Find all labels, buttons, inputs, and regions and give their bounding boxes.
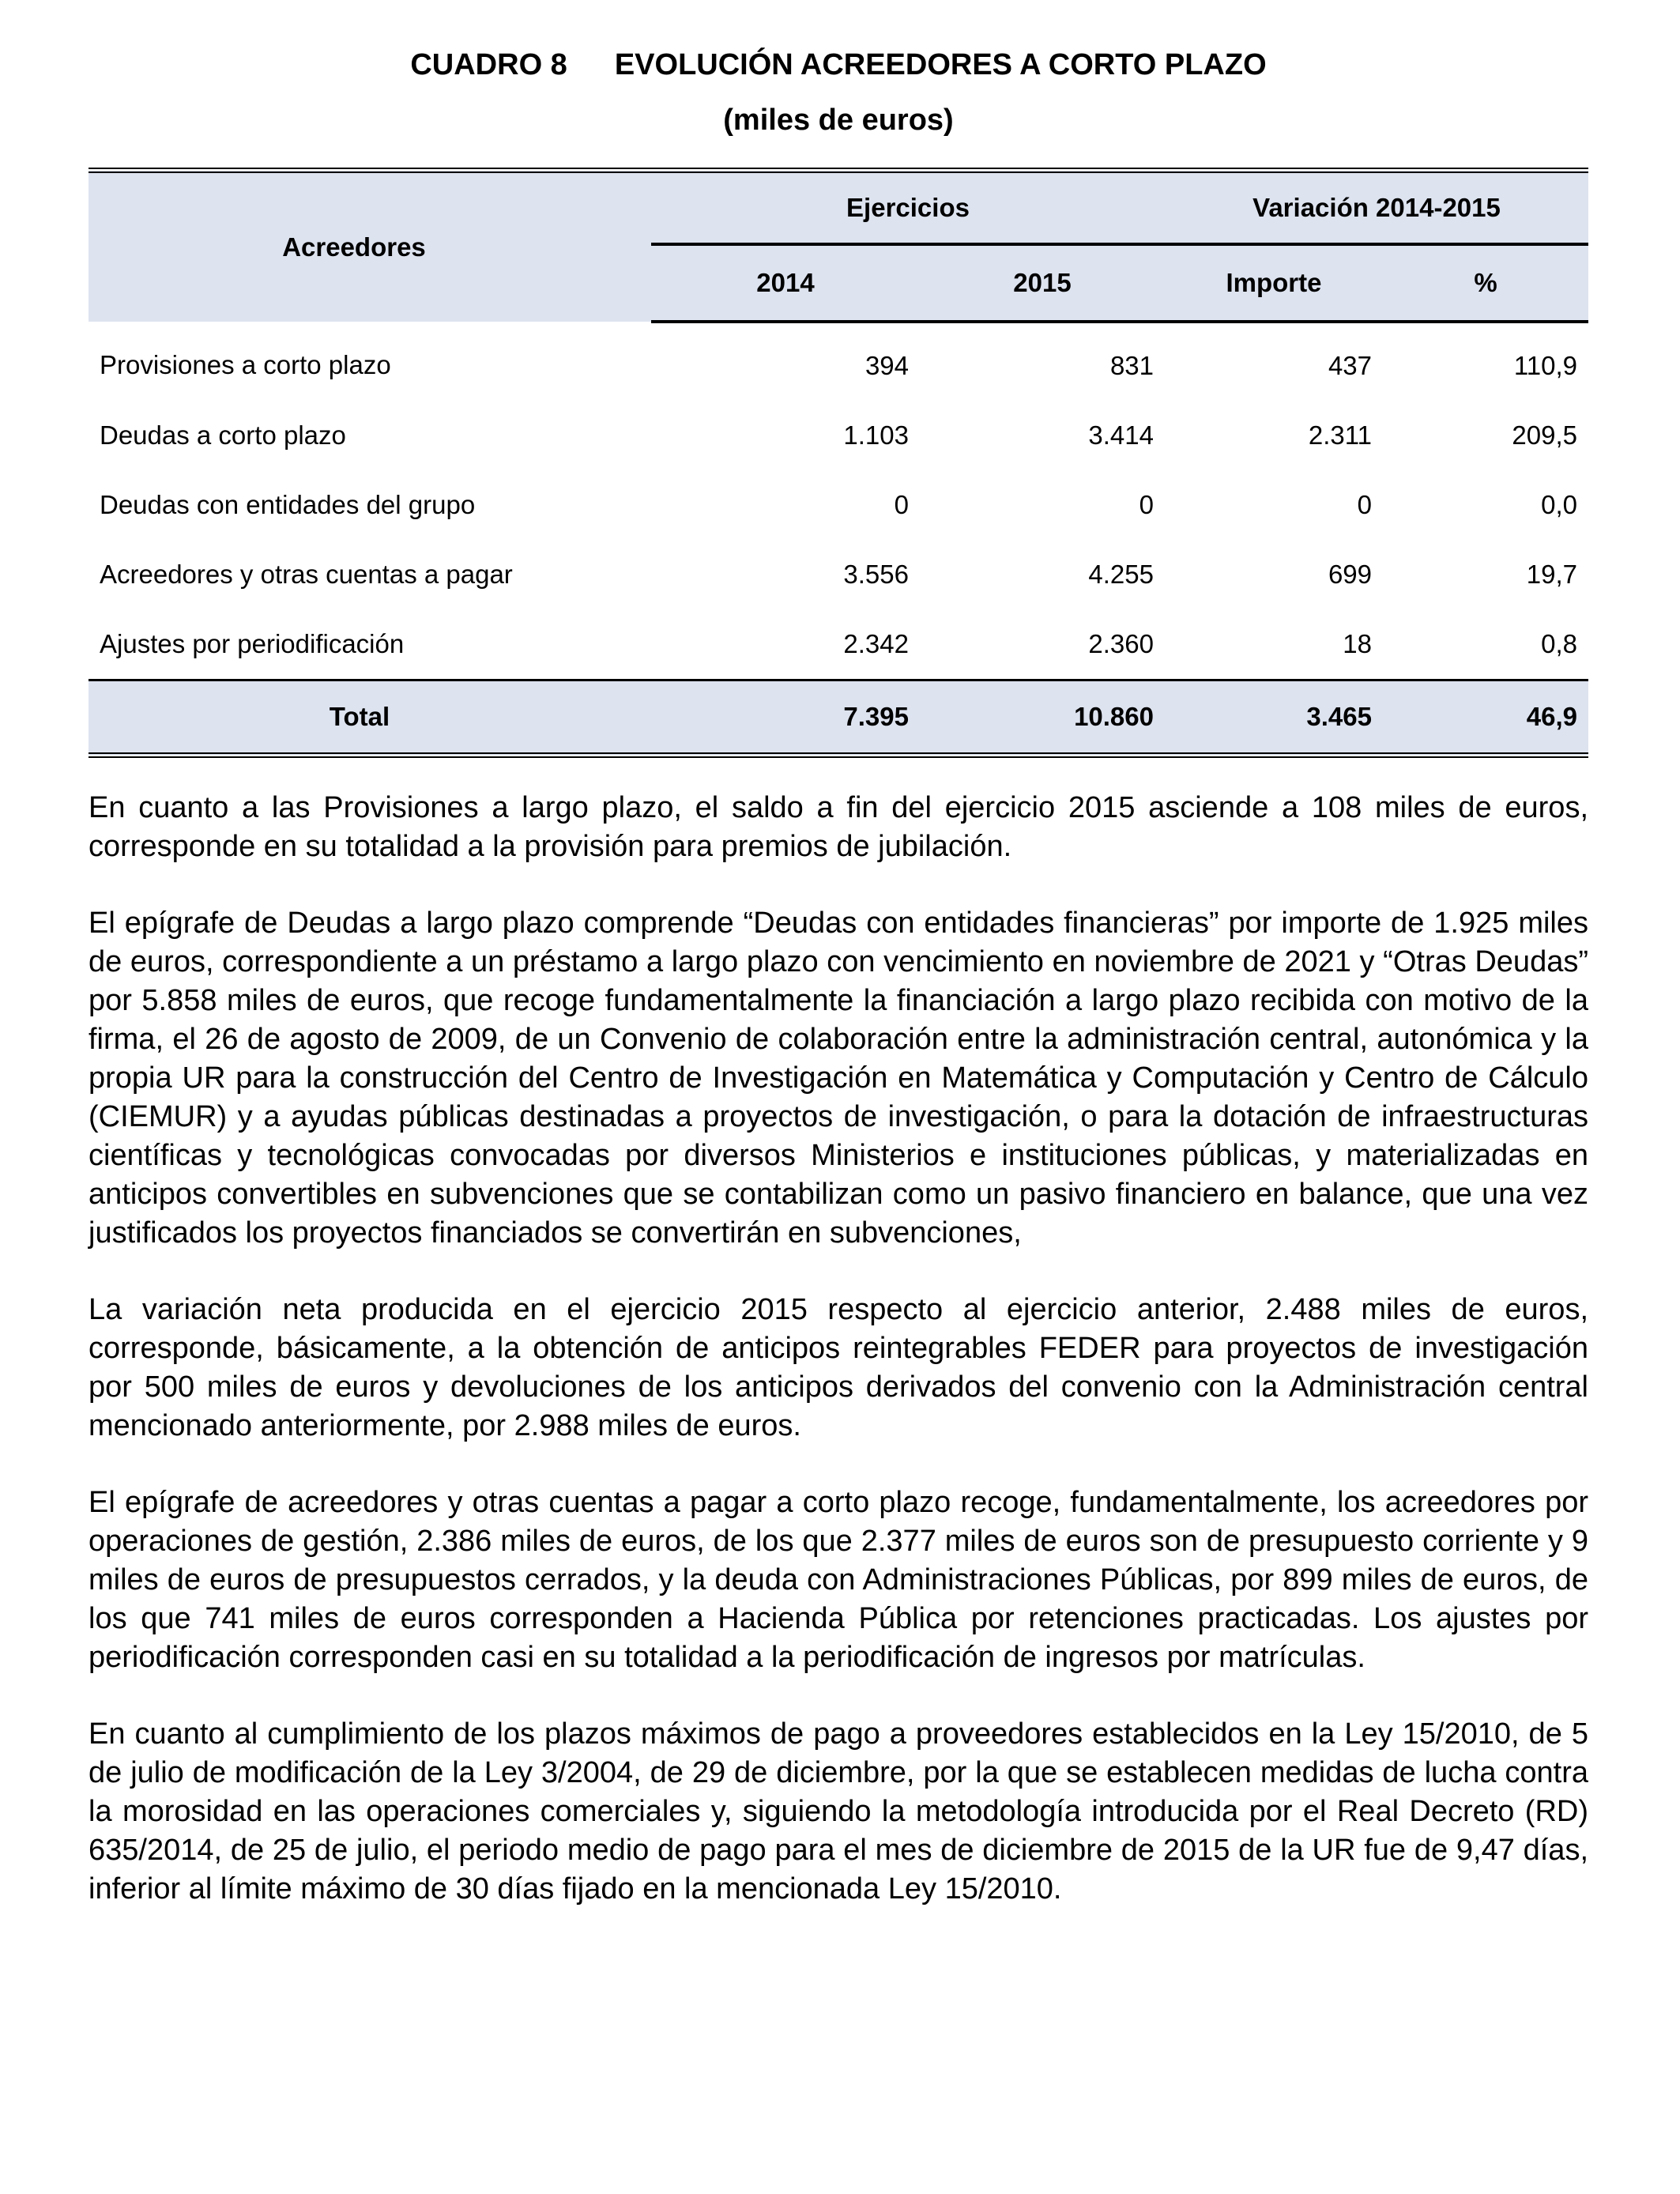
total-label: Total	[89, 680, 651, 756]
cell-2015: 3.414	[1088, 420, 1154, 450]
header-2015: 2015	[920, 244, 1165, 322]
row-label: Deudas a corto plazo	[100, 420, 346, 450]
table-units: (miles de euros)	[723, 104, 954, 137]
cell-2014: 3.556	[843, 560, 909, 589]
cell-importe: 0	[1357, 490, 1372, 519]
total-row	[89, 680, 1588, 756]
table-title-text: EVOLUCIÓN ACREEDORES A CORTO PLAZO	[614, 48, 1267, 81]
table-row	[89, 470, 1588, 540]
row-label: Acreedores y otras cuentas a pagar	[100, 560, 513, 589]
header-percent: %	[1383, 244, 1588, 322]
cell-2014: 1.103	[843, 420, 909, 450]
table-row	[89, 609, 1588, 680]
cell-importe: 699	[1328, 560, 1372, 589]
cell-2015: 2.360	[1088, 629, 1154, 658]
cell-2014: 0	[894, 490, 909, 519]
row-label: Deudas con entidades del grupo	[100, 490, 476, 519]
paragraph: En cuanto al cumplimiento de los plazos máximos de pago a proveedores establecidos en la Ley 15/2010, de 5 de julio de modificación de la Ley 3/2004, de 29 de diciembre, por la que se establecen medidas de lucha contra la morosidad en las operaciones comerciales y, siguiendo la metodología introducida por el Real Decreto (RD) 635/2014, de 25 de julio, el periodo medio de pago para el mes de diciembre de 2015 de la UR fue de 9,47 días, inferior al límite máximo de 30 días fijado en la mencionada Ley 15/2010.	[89, 1717, 1588, 1906]
creditors-table	[89, 168, 1588, 758]
row-label: Provisiones a corto plazo	[100, 350, 391, 379]
table-title	[89, 46, 1588, 84]
paragraph: La variación neta producida en el ejercicio 2015 respecto al ejercicio anterior, 2.488 miles de euros, corresponde, básicamente, a la obtención de anticipos reintegrables FEDER para proyectos de investigación por 500 miles de euros y devoluciones de los anticipos derivados del convenio con la Administración central mencionado anteriormente, por 2.988 miles de euros.	[89, 1293, 1588, 1442]
cell-importe: 437	[1328, 351, 1372, 380]
paragraph: El epígrafe de Deudas a largo plazo comprende “Deudas con entidades financieras” por importe de 1.925 miles de euros, correspondiente a un préstamo a largo plazo con vencimiento en noviembre de 2021 y “Otras Deudas” por 5.858 miles de euros, que recoge fundamentalmente la financiación a largo plazo recibida con motivo de la firma, el 26 de agosto de 2009, de un Convenio de colaboración entre la administración central, autonómica y la propia UR para la construcción del Centro de Investigación en Matemática y Computación y Centro de Cálculo (CIEMUR) y a ayudas públicas destinadas a proyectos de investigación, o para la dotación de infraestructuras científicas y tecnológicas convocadas por diversos Ministerios e instituciones públicas, y materializadas en anticipos convertibles en subvenciones que se contabilizan como un pasivo financiero en balance, que una vez justificados los proyectos financiados se convertirán en subvenciones,	[89, 907, 1588, 1250]
paragraph: En cuanto a las Provisiones a largo plazo, el saldo a fin del ejercicio 2015 asciende a 108 miles de euros, corresponde en su totalidad a la provisión para premios de jubilación.	[89, 791, 1588, 863]
body-text	[89, 789, 1588, 1947]
total-2015: 10.860	[920, 680, 1165, 756]
cell-percent: 110,9	[1513, 351, 1578, 380]
header-variacion: Variación 2014-2015	[1165, 171, 1588, 245]
cell-2014: 2.342	[843, 629, 909, 658]
header-acreedores: Acreedores	[89, 171, 651, 322]
paragraph: El epígrafe de acreedores y otras cuentas a pagar a corto plazo recoge, fundamentalmente, los acreedores por operaciones de gestión, 2.386 miles de euros, de los que 2.377 miles de euros son de presupuesto corriente y 9 miles de euros de presupuestos cerrados, y la deuda con Administraciones Públicas, por 899 miles de euros, de los que 741 miles de euros corresponden a Hacienda Pública por retenciones practicadas. Los ajustes por periodificación corresponden casi en su totalidad a la periodificación de ingresos por matrículas.	[89, 1486, 1588, 1674]
table-number: CUADRO 8	[410, 48, 567, 81]
total-percent: 46,9	[1383, 680, 1588, 756]
cell-percent: 0,0	[1541, 490, 1578, 519]
cell-2015: 4.255	[1088, 560, 1154, 589]
table-row	[89, 540, 1588, 609]
cell-importe: 18	[1343, 629, 1372, 658]
table-row	[89, 401, 1588, 470]
table-row	[89, 322, 1588, 401]
header-2014: 2014	[651, 244, 920, 322]
header-importe: Importe	[1165, 244, 1383, 322]
cell-2015: 831	[1109, 351, 1154, 380]
cell-2014: 394	[864, 351, 909, 380]
cell-importe: 2.311	[1308, 420, 1372, 450]
cell-percent: 19,7	[1526, 560, 1578, 589]
total-2014: 7.395	[651, 680, 920, 756]
cell-percent: 209,5	[1512, 420, 1578, 450]
total-importe: 3.465	[1165, 680, 1383, 756]
cell-percent: 0,8	[1541, 629, 1578, 658]
row-label: Ajustes por periodificación	[100, 629, 405, 658]
header-ejercicios: Ejercicios	[651, 171, 1165, 245]
cell-2015: 0	[1139, 490, 1154, 519]
